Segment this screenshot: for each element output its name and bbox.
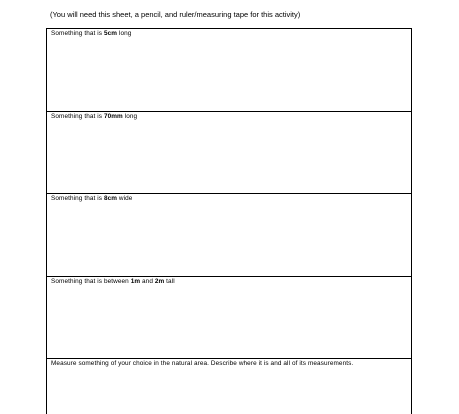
activity-table: [46, 28, 412, 414]
activity-row-1m-2m[interactable]: [47, 276, 411, 358]
row-label: Something that is 5cm long: [51, 30, 132, 37]
row-label: Something that is 8cm wide: [51, 195, 133, 202]
activity-row-free-choice[interactable]: [47, 358, 411, 414]
instructions-text: (You will need this sheet, a pencil, and ruler/measuring tape for this activity): [50, 10, 301, 19]
activity-row-70mm[interactable]: [47, 111, 411, 193]
row-label: Something that is between 1m and 2m tall: [51, 278, 175, 285]
row-label: Something that is 70mm long: [51, 113, 138, 120]
activity-row-5cm[interactable]: [47, 28, 411, 111]
activity-row-8cm[interactable]: [47, 193, 411, 276]
row-label: Measure something of your choice in the natural area. Describe where it is and all of its measurements.: [51, 360, 354, 367]
